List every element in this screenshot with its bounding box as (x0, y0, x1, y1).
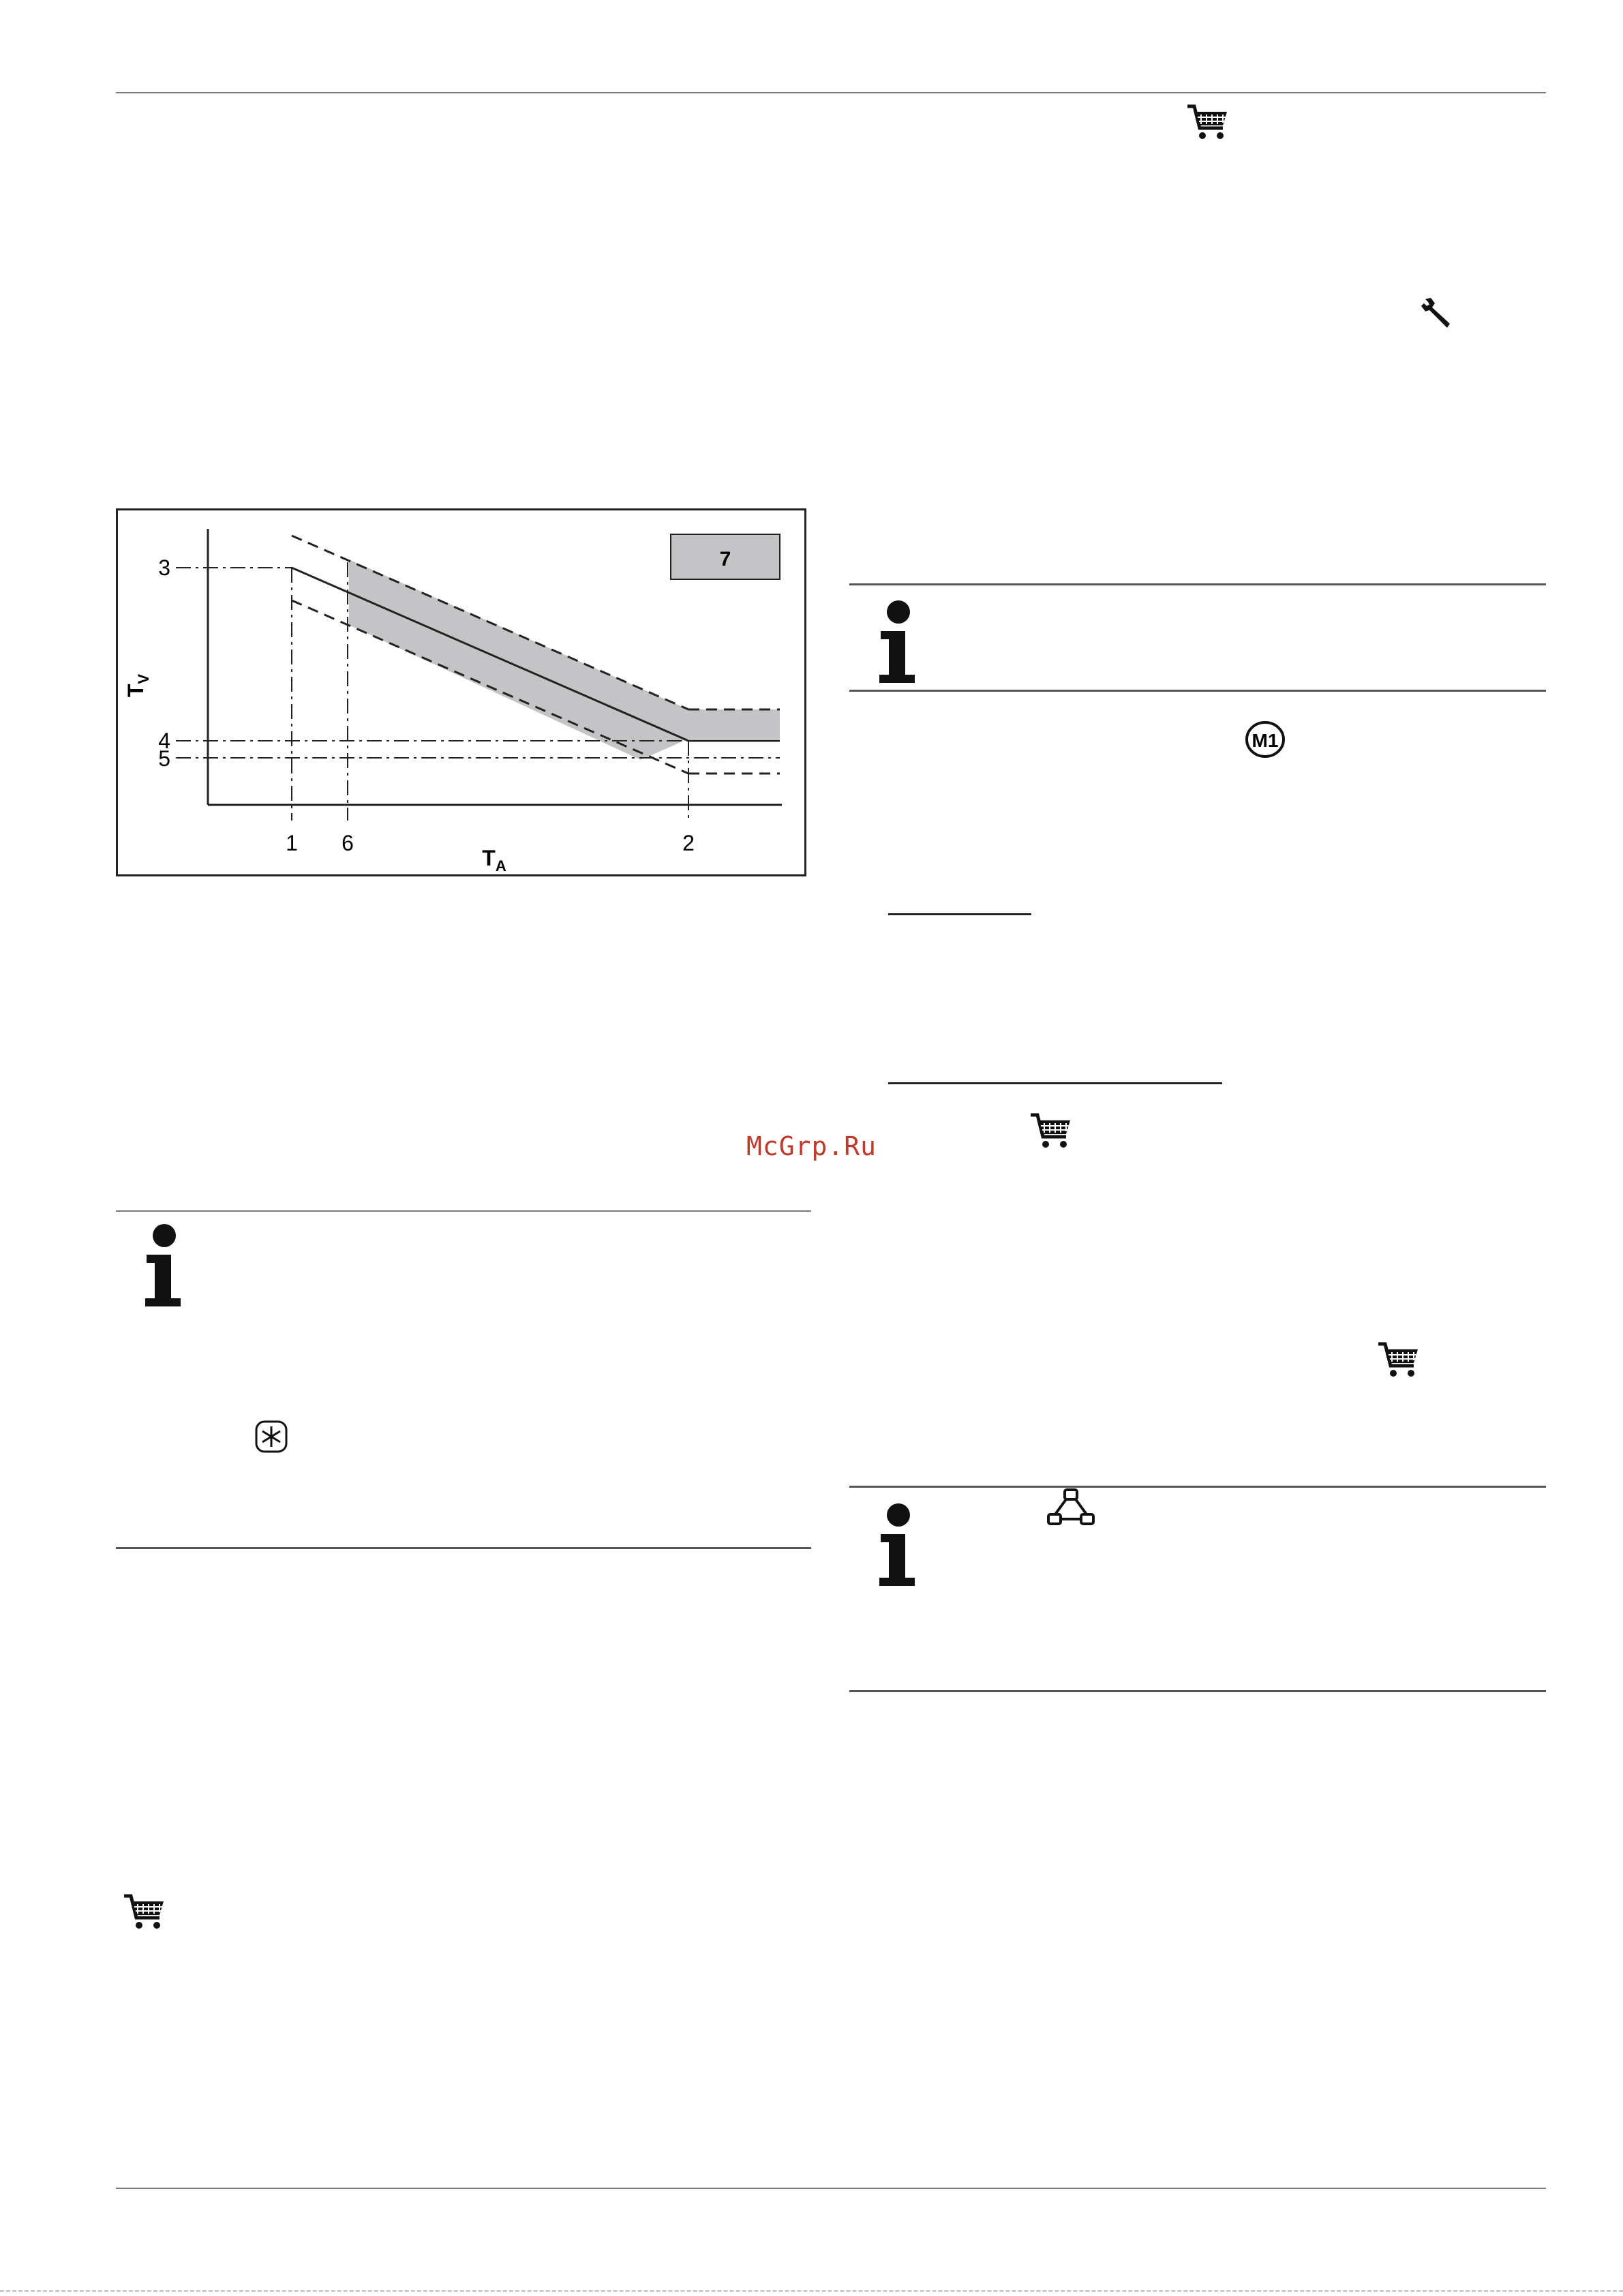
network-icon (1046, 1487, 1096, 1528)
header-rule (116, 92, 1546, 93)
figure-label: 7 (719, 548, 731, 570)
right-info2-bottom-rule (849, 1690, 1546, 1692)
watermark: McGrp.Ru (746, 1131, 877, 1161)
m1-icon (1245, 720, 1286, 759)
m1-label: M1 (1252, 730, 1279, 751)
info-icon (140, 1223, 189, 1308)
y-marker-3: 3 (158, 555, 170, 580)
x-marker-2: 2 (682, 831, 695, 855)
shopping-cart-icon (1377, 1341, 1421, 1379)
snowflake-icon (254, 1420, 288, 1454)
right-info-top-rule (849, 583, 1546, 585)
y-axis-label: $T_V$ (123, 673, 152, 698)
page-bottom-edge (0, 2290, 1623, 2292)
heating-curve-diagram (116, 508, 806, 876)
x-marker-6: 6 (342, 831, 354, 855)
underline-1 (888, 913, 1031, 915)
info-icon (874, 600, 923, 684)
underline-2 (888, 1082, 1222, 1084)
info-box-top-rule (116, 1210, 811, 1212)
x-marker-1: 1 (286, 831, 298, 855)
shopping-cart-icon (1029, 1112, 1073, 1150)
footer-rule (116, 2188, 1546, 2189)
y-marker-4: 4 (158, 729, 170, 753)
shopping-cart-icon (1186, 104, 1230, 142)
info-box-bottom-rule (116, 1547, 811, 1549)
right-info-bottom-rule (849, 690, 1546, 692)
y-marker-5: 5 (158, 746, 170, 771)
x-axis-label: $T_A$ (482, 846, 506, 874)
shopping-cart-icon (123, 1893, 166, 1931)
right-info2-top-rule (849, 1486, 1546, 1488)
info-icon (874, 1503, 923, 1587)
wrench-icon (1421, 296, 1455, 331)
